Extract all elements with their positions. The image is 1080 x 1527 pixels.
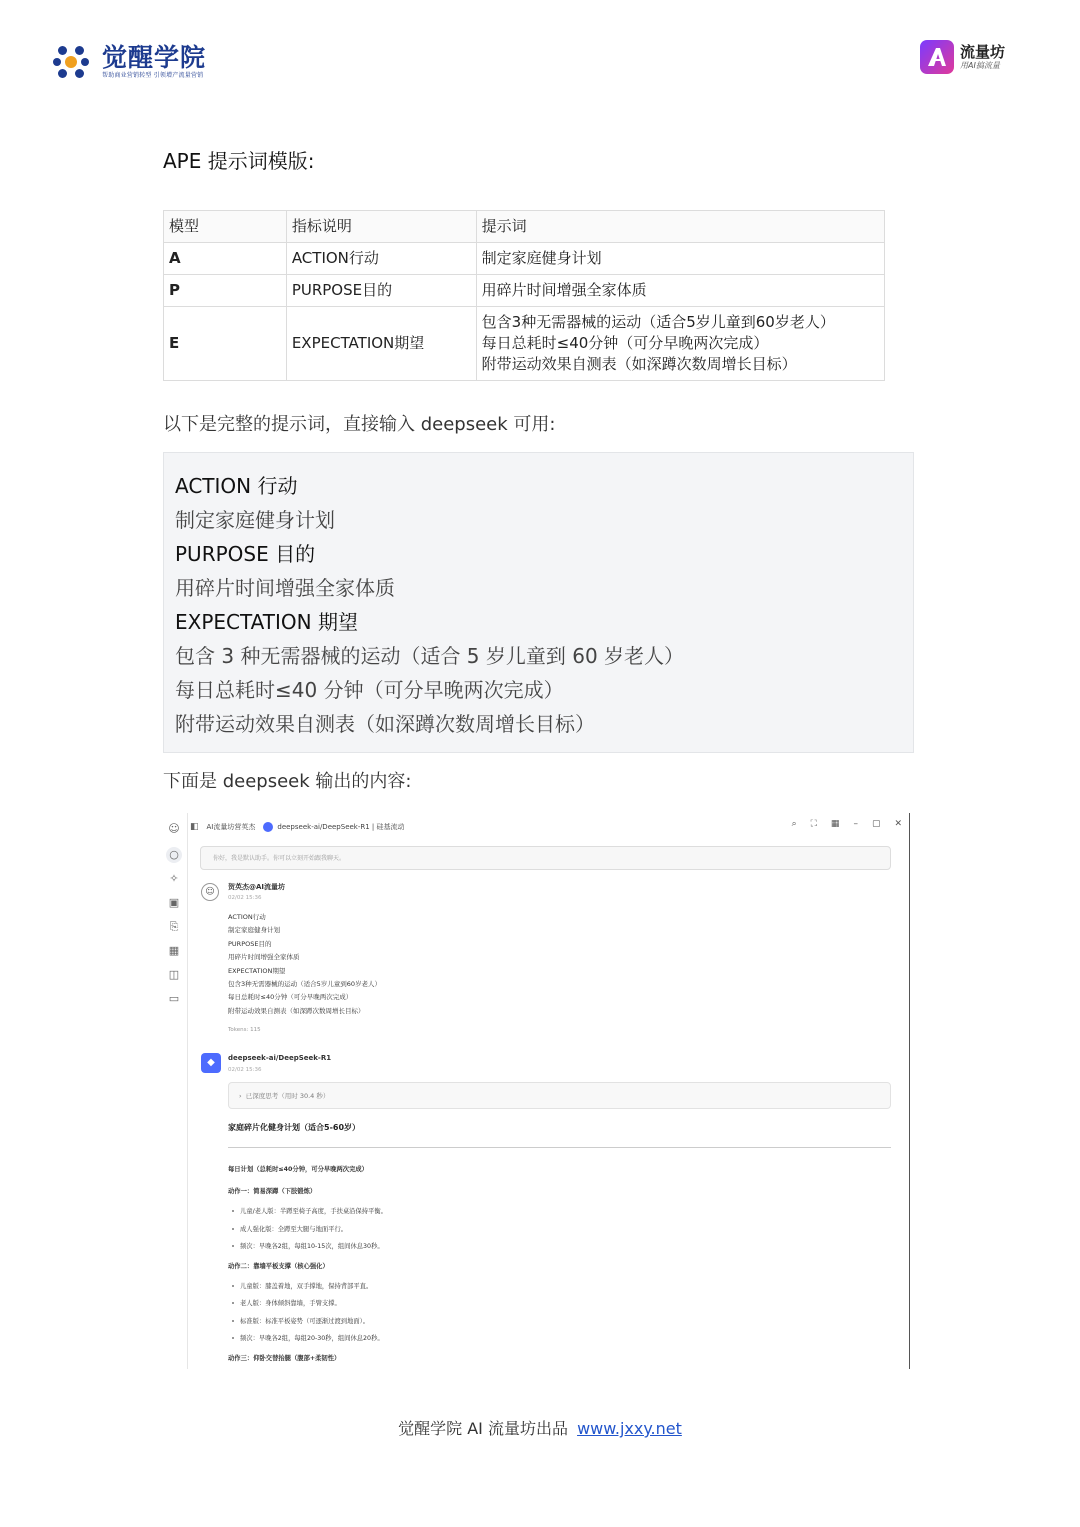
table-cell-prompt: 用碎片时间增强全家体质 xyxy=(476,275,884,307)
user-avatar-icon: ☺ xyxy=(201,883,219,901)
chevron-right-icon: › xyxy=(239,1092,242,1100)
reply-bullet xyxy=(228,1278,387,1296)
reply-body xyxy=(228,1159,387,1369)
user-message-line: 包含3种无需器械的运动（适合5岁儿童到60岁老人） xyxy=(228,980,382,989)
folder-icon[interactable]: ▭ xyxy=(168,992,180,1005)
user-message-line: 制定家庭健身计划 xyxy=(228,926,280,935)
reply-bullet xyxy=(228,1295,387,1313)
reply-heading: 动作三：仰卧交替抬腿（腹部+柔韧性） xyxy=(228,1354,341,1362)
table-header-cell: 模型 xyxy=(164,211,287,243)
brand-right-subtitle: 用AI搞流量 xyxy=(960,61,1000,70)
bot-message-time: 02/02 15:36 xyxy=(228,1067,262,1073)
reply-heading: 动作一：简易深蹲（下肢锻炼） xyxy=(228,1188,317,1195)
brand-logo-left xyxy=(50,42,206,82)
deepseek-model-icon xyxy=(263,822,273,832)
prompt-line: 包含3种无需器械的运动（适合5岁儿童到60岁老人） xyxy=(481,313,835,331)
molecule-logo-icon xyxy=(50,42,92,82)
table-cell-model: P xyxy=(164,275,287,307)
assistant-tab[interactable]: AI流量坊营英杰 xyxy=(206,823,256,831)
maximize-icon[interactable]: ▢ xyxy=(871,819,881,829)
prompt-block-line: 每日总耗时≤40 分钟（可分早晚两次完成） xyxy=(175,678,564,702)
ape-table xyxy=(163,210,885,381)
table-row xyxy=(164,243,885,275)
prompt-block-line: EXPECTATION 期望 xyxy=(175,610,358,634)
minimize-icon[interactable]: – xyxy=(853,819,858,829)
deep-think-toggle[interactable] xyxy=(228,1082,891,1109)
token-count: Tokens: 115 xyxy=(228,1027,261,1033)
sparkle-icon[interactable]: ✧ xyxy=(169,872,179,885)
prompt-block-line: ACTION 行动 xyxy=(175,474,298,498)
prompt-block-line: PURPOSE 目的 xyxy=(175,542,316,566)
reply-bullet-text: 标准版：标准平板姿势（可逐渐过渡到地面）。 xyxy=(240,1317,370,1325)
brand-title: 觉醒学院 xyxy=(102,43,207,72)
chat-app-screenshot xyxy=(160,813,910,1369)
prompt-line: 附带运动效果自测表（如深蹲次数周增长目标） xyxy=(481,355,797,373)
table-cell-indicator: PURPOSE目的 xyxy=(286,275,476,307)
table-header-cell: 提示词 xyxy=(476,211,884,243)
reply-bullet xyxy=(228,1203,387,1221)
expand-icon[interactable]: ⛶ xyxy=(810,819,817,829)
reply-bullet-text: 老人版：身体倾斜靠墙，手臂支撑。 xyxy=(240,1300,341,1307)
knowledge-icon[interactable]: ◫ xyxy=(168,968,180,981)
deep-think-label: 已深度思考（用时 30.4 秒） xyxy=(245,1092,330,1100)
section-title: APE 提示词模版: xyxy=(163,149,315,173)
user-message-line: ACTION行动 xyxy=(228,913,266,921)
output-intro-text: 下面是 deepseek 输出的内容: xyxy=(163,771,412,792)
left-rail xyxy=(160,813,188,1369)
chat-icon[interactable]: ○ xyxy=(166,847,182,863)
prompt-block-line: 用碎片时间增强全家体质 xyxy=(175,576,395,600)
bot-name: deepseek-ai/DeepSeek-R1 xyxy=(228,1054,332,1062)
prompt-line: 每日总耗时≤40分钟（可分早晚两次完成） xyxy=(481,334,769,352)
brand-subtitle: 帮助商业营销转型 引领增产流量营销 xyxy=(102,72,204,79)
model-selector[interactable]: deepseek-ai/DeepSeek-R1 | 硅基流动 xyxy=(277,823,405,831)
assistant-avatar-icon[interactable]: ☺ xyxy=(168,822,180,835)
apps-grid-icon[interactable]: ▦ xyxy=(168,944,180,957)
close-icon[interactable]: ✕ xyxy=(894,819,902,829)
reply-bullet-text: 儿童/老人版：半蹲至椅子高度，手扶桌沿保持平衡。 xyxy=(240,1208,387,1215)
prompt-block-line: 包含 3 种无需器械的运动（适合 5 岁儿童到 60 岁老人） xyxy=(175,644,685,668)
reply-heading: 动作二：靠墙平板支撑（核心强化） xyxy=(228,1262,329,1270)
user-message-line: 每日总耗时≤40分钟（可分早晚两次完成） xyxy=(228,993,353,1002)
reply-heading: 每日计划（总耗时≤40分钟，可分早晚两次完成） xyxy=(228,1166,368,1173)
user-message-line: PURPOSE目的 xyxy=(228,939,272,948)
layout-grid-icon[interactable]: ▦ xyxy=(830,819,840,829)
user-message-line: 用碎片时间增强全家体质 xyxy=(228,953,300,962)
prompt-code-block xyxy=(163,452,914,753)
brand-logo-right xyxy=(920,40,1005,74)
reply-bullet xyxy=(228,1313,387,1331)
liuliangfang-logo-icon xyxy=(920,40,954,74)
table-row xyxy=(164,275,885,307)
table-header-cell: 指标说明 xyxy=(286,211,476,243)
table-cell-indicator: EXPECTATION期望 xyxy=(286,307,476,381)
reply-bullet-text: 频次：早晚各2组，每组20-30秒，组间休息20秒。 xyxy=(240,1335,384,1342)
table-cell-indicator: ACTION行动 xyxy=(286,243,476,275)
table-cell-model: E xyxy=(164,307,287,381)
table-cell-prompt xyxy=(476,307,884,381)
reply-divider xyxy=(228,1147,891,1148)
reply-bullet-text: 频次：早晚各2组，每组10-15次，组间休息30秒。 xyxy=(240,1243,384,1250)
window-controls xyxy=(792,819,902,829)
deepseek-whale-icon: ◆ xyxy=(201,1053,221,1073)
reply-bullet xyxy=(228,1238,387,1256)
table-header-row xyxy=(164,211,885,243)
page-footer xyxy=(0,1416,1080,1439)
user-message-line: 附带运动效果自测表（如深蹲次数周增长目标） xyxy=(228,1006,365,1015)
prompt-block-line: 附带运动效果自测表（如深蹲次数周增长目标） xyxy=(175,712,595,736)
screenshot-border xyxy=(909,813,910,1369)
sidebar-toggle-icon[interactable]: ◧ xyxy=(190,822,199,832)
user-message-line: EXPECTATION期望 xyxy=(228,966,286,975)
chat-input[interactable]: 你好，我是默认助手。你可以立刻开始跟我聊天。 xyxy=(200,846,891,870)
translate-icon[interactable]: ⎘ xyxy=(169,920,179,933)
table-cell-prompt: 制定家庭健身计划 xyxy=(476,243,884,275)
reply-bullet-text: 儿童版：膝盖着地，双手撑地，保持背部平直。 xyxy=(240,1282,373,1290)
prompt-block-line: 制定家庭健身计划 xyxy=(175,508,335,532)
table-row xyxy=(164,307,885,381)
search-icon[interactable]: ⌕ xyxy=(791,819,797,829)
reply-bullet-text: 成人强化版：全蹲至大腿与地面平行。 xyxy=(240,1225,348,1233)
user-message xyxy=(228,911,381,1018)
reply-bullet xyxy=(228,1221,387,1239)
reply-title: 家庭碎片化健身计划（适合5-60岁） xyxy=(228,1123,361,1132)
footer-text: 觉醒学院 AI 流量坊出品 xyxy=(398,1419,568,1438)
image-icon[interactable]: ▣ xyxy=(168,896,180,909)
intro-text: 以下是完整的提示词，直接输入 deepseek 可用: xyxy=(163,414,556,435)
footer-link[interactable]: www.jxxy.net xyxy=(577,1419,682,1438)
user-message-time: 02/02 15:36 xyxy=(228,895,262,901)
reply-bullet xyxy=(228,1330,387,1348)
table-cell-model: A xyxy=(164,243,287,275)
user-name: 贺英杰@AI流量坊 xyxy=(228,883,286,891)
brand-right-title: 流量坊 xyxy=(960,43,1006,61)
